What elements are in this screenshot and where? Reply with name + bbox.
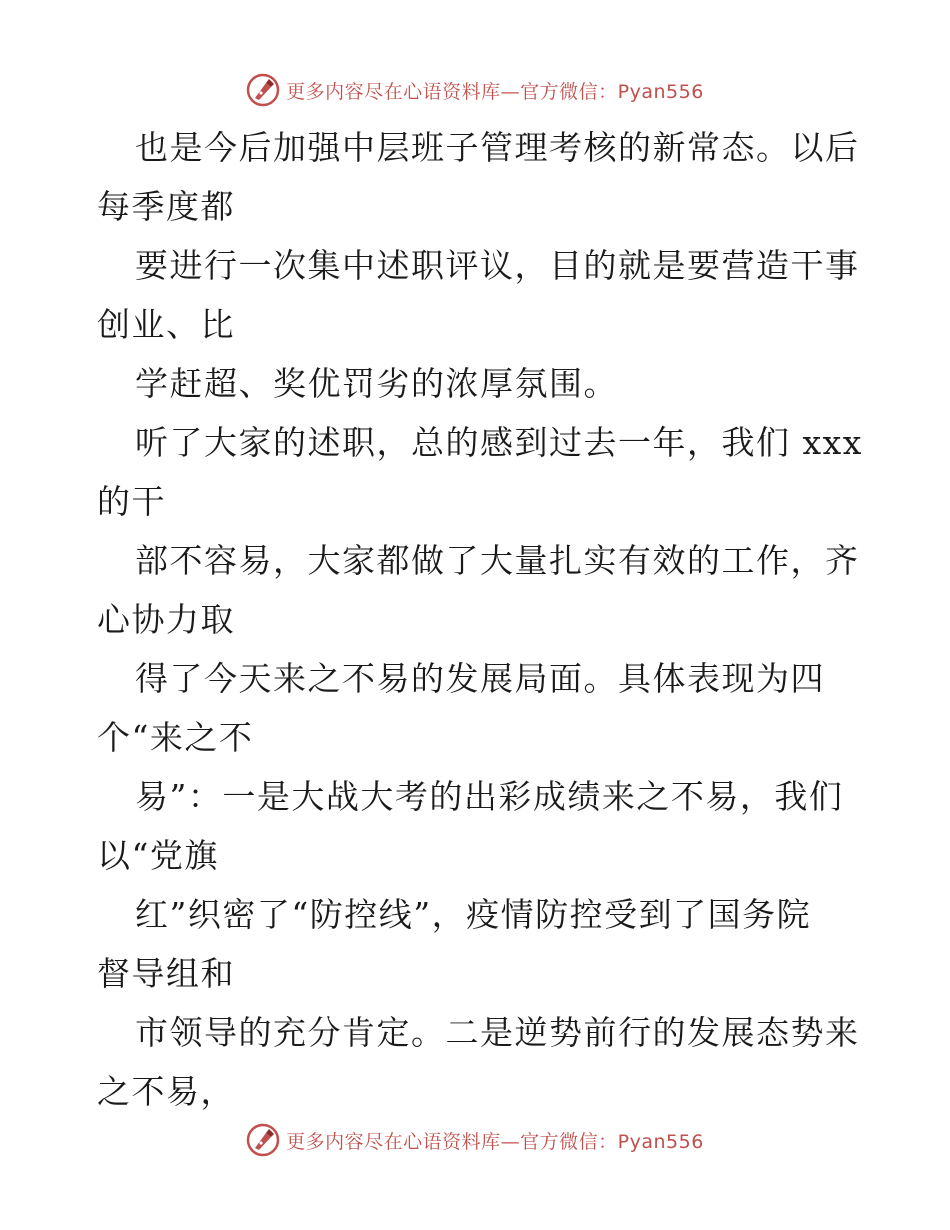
paragraph-line: 心协力取	[97, 600, 235, 639]
paragraph-line: 红”织密了“防控线”，疫情防控受到了国务院	[135, 895, 812, 934]
paragraph-line: 的干	[97, 482, 166, 521]
paragraph-line: 市领导的充分肯定。二是逆势前行的发展态势来	[135, 1013, 860, 1052]
paragraph-line: 学赶超、奖优罚劣的浓厚氛围。	[135, 364, 618, 403]
paragraph-line: 之不易，	[97, 1072, 235, 1111]
footer-banner-contact: Pyan556	[617, 1130, 704, 1153]
footer-banner-text	[286, 1127, 704, 1154]
paragraph-line: 得了今天来之不易的发展局面。具体表现为四	[135, 659, 825, 698]
footer-banner	[0, 1120, 950, 1160]
pen-nib-logo-icon	[246, 1123, 280, 1157]
paragraph-line: 每季度都	[97, 187, 235, 226]
paragraph-line: 创业、比	[97, 305, 235, 344]
document-body	[97, 118, 863, 1121]
paragraph-line: 以“党旗	[97, 836, 219, 875]
paragraph-line: 部不容易，大家都做了大量扎实有效的工作，齐	[135, 541, 860, 580]
footer-banner-label: 更多内容尽在心语资料库—官方微信：	[286, 1130, 618, 1153]
header-banner-label: 更多内容尽在心语资料库—官方微信：	[286, 80, 618, 103]
paragraph-line: 督导组和	[97, 954, 235, 993]
paragraph-line: 也是今后加强中层班子管理考核的新常态。以后	[135, 128, 860, 167]
paragraph-line: 易”：一是大战大考的出彩成绩来之不易，我们	[135, 777, 844, 816]
paragraph-line: 听了大家的述职，总的感到过去一年，我们 xxx	[135, 423, 863, 462]
header-banner	[0, 70, 950, 110]
pen-nib-logo-icon	[246, 73, 280, 107]
header-banner-contact: Pyan556	[617, 80, 704, 103]
paragraph-line: 个“来之不	[97, 718, 254, 757]
header-banner-text	[286, 77, 704, 104]
paragraph-line: 要进行一次集中述职评议，目的就是要营造干事	[135, 246, 860, 285]
